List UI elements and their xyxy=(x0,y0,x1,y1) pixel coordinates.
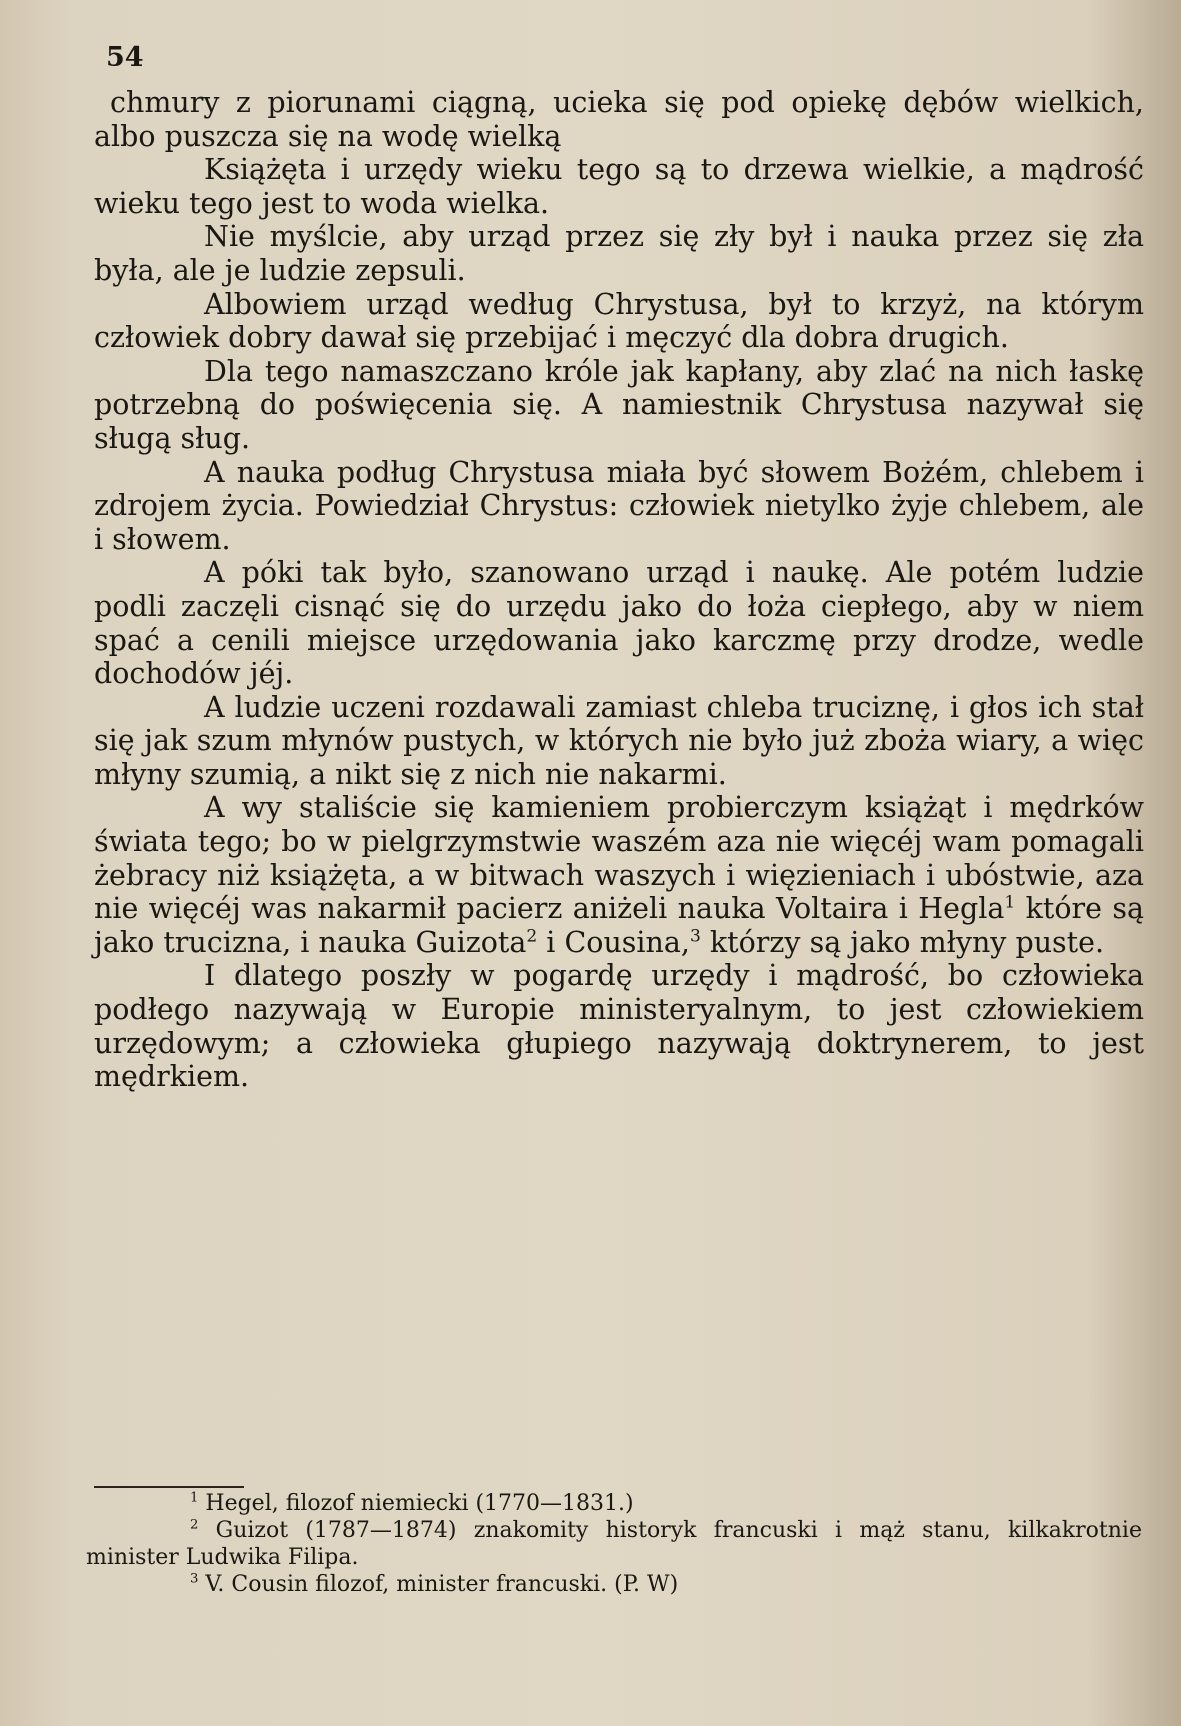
footnote-ref: 1 xyxy=(1004,892,1016,913)
paragraph: A nauka podług Chrystusa miała być słowem Bożém, chlebem i zdrojem życia. Powiedział Chrystus: człowiek nietylko żyje chlebem, ale i słowem. xyxy=(94,455,1144,556)
paragraph-text: które są jako trucizna, i nauka Guizota xyxy=(94,892,1144,959)
paragraph: A ludzie uczeni rozdawali zamiast chleba truciznę, i głos ich stał się jak szum młynów pustych, w których nie było już zboża wiary, a więc młyny szumią, a nikt się z nich nie nakarmi. xyxy=(94,690,1144,791)
footnote-text: V. Cousin filozof, minister francuski. (P. W) xyxy=(205,1572,679,1597)
paragraph-text: którzy są jako młyny puste. xyxy=(700,925,1105,959)
footnote-divider xyxy=(94,1486,244,1488)
footnote xyxy=(86,1490,1142,1517)
footnote-text: Guizot (1787—1874) znakomity historyk francuski i mąż stanu, kilkakrotnie minister Ludwika Filipa. xyxy=(86,1518,1142,1570)
footnote-mark: 1 xyxy=(190,1490,199,1506)
paragraph: Dla tego namaszczano króle jak kapłany, aby zlać na nich łaskę potrzebną do poświęcenia się. A namiestnik Chrystusa nazywał się sługą sług. xyxy=(94,354,1144,455)
footnote-ref: 2 xyxy=(526,926,538,947)
footnotes xyxy=(86,1490,1142,1598)
footnote-text: Hegel, filozof niemiecki (1770—1831.) xyxy=(205,1491,634,1516)
page-number: 54 xyxy=(106,42,144,73)
footnote-mark: 3 xyxy=(190,1571,199,1587)
paragraph: A póki tak było, szanowano urząd i naukę. Ale potém ludzie podli zaczęli cisnąć się do urzędu jako do łoża ciepłego, aby w niem spać a cenili miejsce urzędowania jako karczmę przy drodze, wedle dochodów jéj. xyxy=(94,556,1144,691)
paragraph: I dlatego poszły w pogardę urzędy i mądrość, bo człowieka podłego nazywają w Europie ministeryalnym, to jest człowiekiem urzędowym; a człowieka głupiego nazywają doktrynerem, to jest mędrkiem. xyxy=(94,959,1144,1094)
paragraph-with-references xyxy=(94,791,1144,959)
footnote-mark: 2 xyxy=(190,1517,199,1533)
main-text xyxy=(94,86,1144,1094)
paragraph: Książęta i urzędy wieku tego są to drzewa wielkie, a mądrość wieku tego jest to woda wielka. xyxy=(94,153,1144,220)
paragraph-text: i Cousina, xyxy=(537,925,690,959)
footnote xyxy=(86,1517,1142,1571)
paragraph: Albowiem urząd według Chrystusa, był to krzyż, na którym człowiek dobry dawał się przebijać i męczyć dla dobra drugich. xyxy=(94,287,1144,355)
footnote-ref: 3 xyxy=(689,926,701,947)
paragraph: Nie myślcie, aby urząd przez się zły był i nauka przez się zła była, ale je ludzie zepsuli. xyxy=(94,220,1144,287)
paragraph: chmury z piorunami ciągną, ucieka się pod opiekę dębów wielkich, albo puszcza się na wodę wielką xyxy=(94,86,1144,153)
footnote xyxy=(86,1571,1142,1598)
paragraph-text: A wy staliście się kamieniem probierczym książąt i mędrków świata tego; bo w pielgrzymstwie waszém aza nie więcéj wam pomagali żebracy niż książęta, a w bitwach waszych i więzieniach i ubóstwie, aza nie więcéj was nakarmił pacierz aniżeli nauka Voltaira i Hegla xyxy=(94,791,1144,926)
